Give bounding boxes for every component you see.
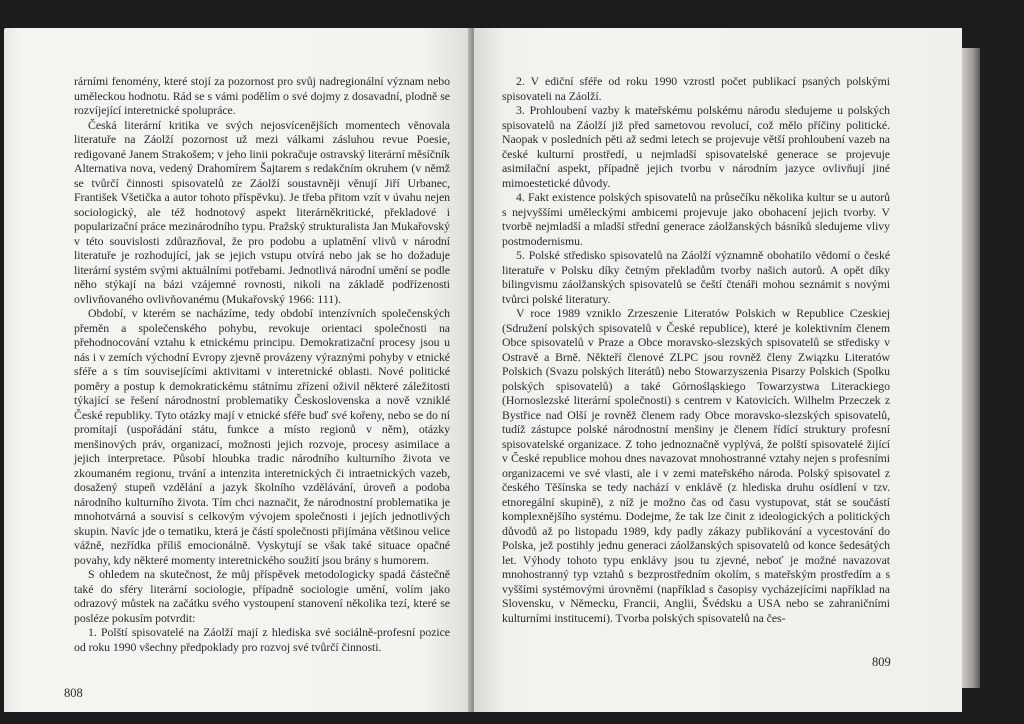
paragraph: S ohledem na skutečnost, že můj příspěvek metodologicky spadá částečně také do sféry literární sociologie, případně sociologie umění, volím jako odrazový můstek na začátku svého vystoupení stanovení několika tezí, které se posléze pokusím potvrdit: <box>74 567 450 625</box>
paragraph: 3. Prohloubení vazby k mateřskému polskému národu sledujeme u polských spisovatelů na Záolží již před sametovou revolucí, což mělo příčiny politické. Naopak v posledních pěti až sedmi letech se projevuje větší prohloubení vazeb na české kulturní prostředí, u nejmladší spisovatelské generace se projevuje asimilační aspekt, případně jejich tvorbu v národním jazyce ovlivňují jiné mimoestetické důvody. <box>502 103 890 190</box>
left-text-column <box>74 74 450 654</box>
paragraph: V roce 1989 vzniklo Zrzeszenie Literatów Polskich w Republice Czeskiej (Sdružení polských spisovatelů v České republice), které je kolektivním členem Obce spisovatelů v Praze a Obce moravsko-slezských spisovatelů se středisky v Ostravě a Brně. Někteří členové ZLPC jsou rovněž členy Związku Literatów Polskich (Svazu polských literátů) nebo Stowarzyszenia Pisarzy Polskich (Spolku polských spisovatelů) a také Górnośląskiego Towarzystwa Literackiego (Hornoslezské literární společnosti) s centrem v Katovicích. Wilhelm Przeczek z Bystřice nad Olší je rovněž členem rady Obce moravsko-slezských spisovatelů, tudíž zástupce polské národnostní menšiny je členem řídící struktury profesní spisovatelské organizace. Z toho jednoznačně vyplývá, že polští spisovatelé žijící v České republice mohou dnes navazovat mnohostranné vztahy nejen s profesními organizacemi ve své vlasti, ale i v zemi mateřského národa. Polský spisovatel z českého Těšínska se tedy nachází v enklávě (z hlediska druhu osídlení v tzv. etnoregální skupině), z níž je možno čas od času vystupovat, stát se součástí komplexnějšího systému. Dodejme, že tak lze činit z ideologických a politických důvodů až po listopadu 1989, kdy padly zákazy publikování a vycestování do Polska, jež postihly jednu generaci záolžanských spisovatelů od konce šedesátých let. Výhody tohoto typu enklávy jsou tu zjevné, neboť je možné navazovat mnohostranný typ vztahů s bezprostředním okolím, s mateřským prostředím a s vyššími systémovými úrovněmi (například s časopisy vycházejícími například na Slovensku, v Německu, Francii, Anglii, Švédsku a USA nebo se zahraničními kulturními institucemi). Tvorba polských spisovatelů na čes- <box>502 306 890 625</box>
left-page <box>4 28 472 712</box>
paragraph: Období, v kterém se nacházíme, tedy období intenzívních společenských přeměn a společenského pohybu, revokuje orientaci společnosti na přehodnocování vztahu k etnickému principu. Demokratizační procesy jsou u nás i v zemích východní Evropy zjevně provázeny výraznými pohyby v etnické sféře a s tím souvisejícími aktivitami v interetnické oblasti. Nové politické poměry a postup k demokratickému státnímu zřízení oživil některé záležitosti týkající se řešení národnostní problematiky Československa a nově vzniklé České republiky. Tyto otázky mají v etnické sféře buď své kořeny, nebo se do ní promítají (uspořádání státu, funkce a místo regionů v něm), otázky menšinových práv, organizací, možnosti jejich rozvoje, procesy asimilace a jejich interpretace. Působí hloubka tradic národního kulturního života ve zkoumaném regionu, trvání a intenzita interetnických či intraetnických vazeb, dosažený stupeň vzdělání a jazyk školního vzdělávání, úroveň a podoba národního kulturního života. Tím chci naznačit, že národnostní problematika je mnohotvárná a souvisí s celkovým vývojem společnosti i jejích jednotlivých skupin. Navíc jde o tematiku, která je částí společnosti přijímána většinou velice vážně, nezřídka příliš emocionálně. Vyskytují se však také situace opačné povahy, kdy některé momenty interetnického soužití jsou brány s humorem. <box>74 306 450 567</box>
paragraph: Česká literární kritika ve svých nejosvícenějších momentech věnovala literatuře na Záolží pozornost už mezi válkami zásluhou revue Poesie, redigované Janem Strakošem; v jeho linii pokračuje ostravský literární měsíčník Alternativa nova, vedený Drahomírem Šajtarem s redakčním okruhem (v němž se tvůrčí činnosti spisovatelů ze Záolží soustavněji věnují Jiří Urbanec, František Všetička a autor tohoto příspěvku). Je třeba přitom vzít v úvahu nejen sociologický, ale též hodnotový aspekt literárněkritické, překladové i popularizační práce mezinárodního typu. Pražský strukturalista Jan Mukařovský v této souvislosti zdůrazňoval, že pro podobu a uplatnění vlivů v národní literatuře je rozhodující, jak se jejich vstupu otvírá nebo jak se ho dožaduje literární systém svými aktuálními potřebami. Jednotlivá národní umění se podle něho stýkají na bázi vzájemné rovnosti, nikoli na základě podřízenosti ovlivňovaného ovlivňovanému (Mukařovský 1966: 111). <box>74 117 450 306</box>
paragraph: 2. V ediční sféře od roku 1990 vzrostl počet publikací psaných polskými spisovateli na Záolží. <box>502 74 890 103</box>
right-text-column <box>502 74 890 625</box>
page-number-right: 809 <box>872 655 891 669</box>
right-page <box>474 28 962 712</box>
paragraph: 1. Polští spisovatelé na Záolží mají z hlediska své sociálně-profesní pozice od roku 1990 všechny předpoklady pro rozvoj své tvůrčí činnosti. <box>74 625 450 654</box>
page-number-left: 808 <box>64 686 83 700</box>
paragraph: rárními fenomény, které stojí za pozornost pro svůj nadregionální význam nebo uměleckou hodnotu. Rád se s vámi podělím o své dojmy z dosavadní, plodně se rozvíjející interetnické spolupráce. <box>74 74 450 117</box>
paragraph: 4. Fakt existence polských spisovatelů na průsečíku několika kultur se u autorů s nejvyššími uměleckými ambicemi projevuje jako obohacení jejich tvorby. V tvorbě nejmladší a mladší střední generace záolžanských básníků sledujeme vlivy postmodernismu. <box>502 190 890 248</box>
paragraph: 5. Polské středisko spisovatelů na Záolží významně obohatilo vědomí o české literatuře v Polsku díky četným překladům tvorby našich autorů. A opět díky bilingvismu záolžanských spisovatelů se čeští čtenáři mohou seznámit s novými tvůrci polské literatury. <box>502 248 890 306</box>
page-edge-stack <box>962 48 980 688</box>
